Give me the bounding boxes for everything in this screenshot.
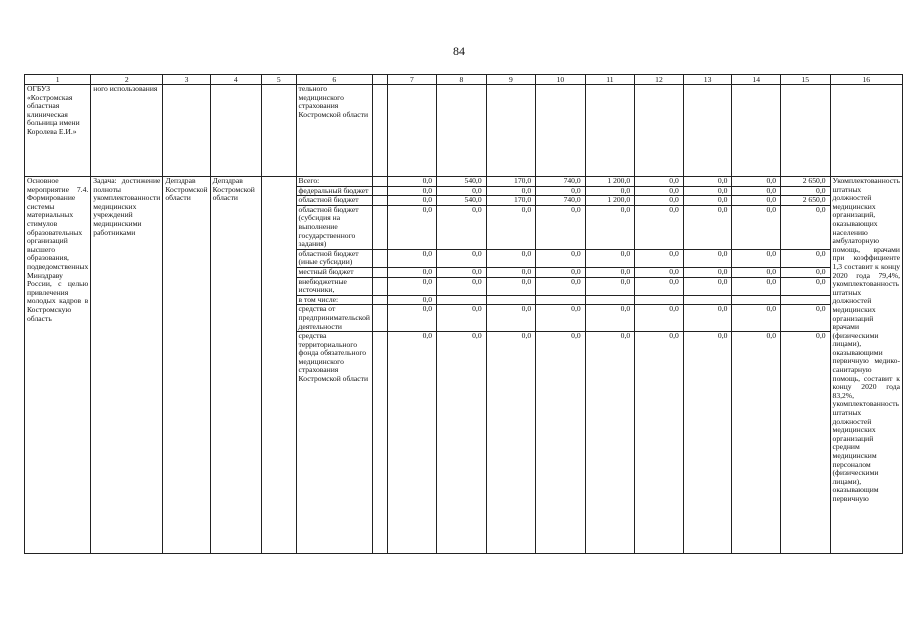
value-cell: 740,0 <box>536 177 586 187</box>
value-cell: 0,0 <box>683 277 732 295</box>
empty-cell <box>372 295 387 305</box>
header-cell: 5 <box>262 75 296 85</box>
value-cell <box>683 295 732 305</box>
value-cell: 0,0 <box>437 249 487 267</box>
value-cell: 0,0 <box>781 277 831 295</box>
table-row <box>25 177 903 187</box>
value-cell: 0,0 <box>437 205 487 249</box>
value-cell: 0,0 <box>387 277 436 295</box>
value-cell: 540,0 <box>437 196 487 206</box>
value-cell: 0,0 <box>437 267 487 277</box>
value-cell: 0,0 <box>732 205 781 249</box>
header-cell: 4 <box>210 75 261 85</box>
value-cell: 0,0 <box>732 249 781 267</box>
value-cell: 0,0 <box>781 249 831 267</box>
empty-cell <box>372 332 387 554</box>
value-cell <box>437 295 487 305</box>
value-cell: 0,0 <box>781 305 831 332</box>
value-cell: 0,0 <box>781 332 831 554</box>
value-cell: 0,0 <box>635 177 684 187</box>
empty-cell <box>372 267 387 277</box>
header-cell: 13 <box>683 75 732 85</box>
source-label-cell: средства территориального фонда обязательного медицинского страхования Костромской области <box>296 332 372 554</box>
header-cell: 12 <box>635 75 684 85</box>
value-cell <box>536 295 586 305</box>
source-label-cell: областной бюджет <box>296 196 372 206</box>
value-cell: 0,0 <box>585 205 635 249</box>
value-cell: 0,0 <box>536 332 586 554</box>
header-cell: 6 <box>296 75 372 85</box>
executor-cell: Депздрав Костромской области <box>163 177 210 554</box>
source-label-cell: в том числе: <box>296 295 372 305</box>
value-cell: 0,0 <box>585 332 635 554</box>
value-cell: 740,0 <box>536 196 586 206</box>
value-cell: 0,0 <box>437 186 487 196</box>
value-cell: 0,0 <box>683 186 732 196</box>
value-cell: 0,0 <box>387 196 436 206</box>
value-cell <box>635 295 684 305</box>
value-cell: 0,0 <box>486 332 536 554</box>
value-cell: 0,0 <box>486 205 536 249</box>
value-cell: 0,0 <box>683 305 732 332</box>
value-cell: 0,0 <box>387 295 436 305</box>
value-cell: 1 200,0 <box>585 196 635 206</box>
value-cell: 0,0 <box>732 267 781 277</box>
value-cell: 0,0 <box>536 205 586 249</box>
value-cell: 0,0 <box>585 305 635 332</box>
empty-cell <box>372 249 387 267</box>
value-cell: 0,0 <box>635 249 684 267</box>
value-cell: 0,0 <box>486 305 536 332</box>
value-cell: 2 650,0 <box>781 177 831 187</box>
value-cell: 0,0 <box>387 205 436 249</box>
value-cell: 0,0 <box>781 186 831 196</box>
value-cell: 0,0 <box>387 177 436 187</box>
value-cell <box>585 295 635 305</box>
value-cell: 0,0 <box>781 205 831 249</box>
task-cell: Задача: достижение полноты укомплектованности медицинских учреждений медицинскими работниками <box>91 177 163 554</box>
source-cont-cell: тельного медицинского страхования Костромской области <box>296 85 372 177</box>
value-cell: 0,0 <box>683 205 732 249</box>
empty-cell <box>372 177 387 187</box>
value-cell: 0,0 <box>635 205 684 249</box>
value-cell: 0,0 <box>585 249 635 267</box>
result-cell: Укомплектованность штатных должностей медицинских организаций, оказывающих населению амбулаторную помощь, врачами при коэффициенте 1,3 составит к концу 2020 года 79,4%, укомплектованность штатных должностей медицинских организаций врачами (физическими лицами), оказывающими первичную медико-санитарную помощь, составит к концу 2020 года 83,2%, укомплектованность штатных должностей медицинских организаций средним медицинским персоналом (физическими лицами), оказывающим первичную <box>830 177 902 554</box>
source-label-cell: областной бюджет (субсидия на выполнение государственного задания) <box>296 205 372 249</box>
value-cell: 0,0 <box>781 267 831 277</box>
value-cell: 0,0 <box>536 249 586 267</box>
header-cell: 11 <box>585 75 635 85</box>
value-cell: 0,0 <box>387 332 436 554</box>
source-label-cell: внебюджетные источники, <box>296 277 372 295</box>
value-cell: 0,0 <box>387 305 436 332</box>
empty-cell <box>372 186 387 196</box>
org-name-cell: ОГБУЗ «Костромская областная клиническая больница имени Королева Е.И.» <box>25 85 91 177</box>
value-cell: 0,0 <box>732 196 781 206</box>
header-cell: 2 <box>91 75 163 85</box>
value-cell: 0,0 <box>683 267 732 277</box>
header-cell: 9 <box>486 75 536 85</box>
value-cell <box>486 295 536 305</box>
value-cell: 0,0 <box>683 177 732 187</box>
value-cell: 0,0 <box>437 305 487 332</box>
header-cell: 14 <box>732 75 781 85</box>
value-cell: 0,0 <box>635 196 684 206</box>
header-cell: 16 <box>830 75 902 85</box>
value-cell: 0,0 <box>486 277 536 295</box>
coexecutor-cell: Депздрав Костромской области <box>210 177 261 554</box>
value-cell: 0,0 <box>437 277 487 295</box>
value-cell: 0,0 <box>732 305 781 332</box>
value-cell: 540,0 <box>437 177 487 187</box>
value-cell: 0,0 <box>486 186 536 196</box>
value-cell: 0,0 <box>536 277 586 295</box>
value-cell: 0,0 <box>683 196 732 206</box>
value-cell: 0,0 <box>683 332 732 554</box>
header-cell: 7 <box>387 75 436 85</box>
value-cell: 0,0 <box>536 267 586 277</box>
value-cell: 0,0 <box>536 305 586 332</box>
source-label-cell: средства от предпринимательской деятельности <box>296 305 372 332</box>
header-cell: 15 <box>781 75 831 85</box>
empty-cell <box>372 196 387 206</box>
task-cont-cell: ного использования <box>91 85 163 177</box>
source-label-cell: федеральный бюджет <box>296 186 372 196</box>
continuation-row <box>25 85 903 177</box>
header-cell: 10 <box>536 75 586 85</box>
value-cell: 0,0 <box>387 249 436 267</box>
activity-cell: Основное мероприятие 7.4. Формирование системы материальных стимулов образовательных организаций высшего образования, подведомственных Минздраву России, с целью привлечения молодых кадров в Костромскую область <box>25 177 91 554</box>
header-cell: 1 <box>25 75 91 85</box>
empty-cell <box>262 177 296 554</box>
value-cell: 0,0 <box>635 186 684 196</box>
value-cell: 0,0 <box>536 186 586 196</box>
value-cell: 1 200,0 <box>585 177 635 187</box>
value-cell: 170,0 <box>486 177 536 187</box>
empty-cell <box>372 305 387 332</box>
value-cell: 0,0 <box>387 267 436 277</box>
value-cell: 0,0 <box>387 186 436 196</box>
header-cell <box>372 75 387 85</box>
value-cell: 0,0 <box>437 332 487 554</box>
value-cell: 0,0 <box>635 305 684 332</box>
value-cell <box>781 295 831 305</box>
value-cell: 0,0 <box>635 332 684 554</box>
value-cell: 0,0 <box>683 249 732 267</box>
header-row <box>25 75 903 85</box>
value-cell: 0,0 <box>635 267 684 277</box>
empty-cell <box>372 277 387 295</box>
value-cell: 0,0 <box>585 267 635 277</box>
value-cell: 0,0 <box>585 277 635 295</box>
source-label-cell: областной бюджет (иные субсидии) <box>296 249 372 267</box>
header-cell: 8 <box>437 75 487 85</box>
value-cell: 0,0 <box>635 277 684 295</box>
value-cell: 0,0 <box>732 186 781 196</box>
source-label-cell: местный бюджет <box>296 267 372 277</box>
value-cell: 0,0 <box>732 277 781 295</box>
value-cell: 0,0 <box>732 177 781 187</box>
value-cell: 2 650,0 <box>781 196 831 206</box>
value-cell: 0,0 <box>585 186 635 196</box>
value-cell: 170,0 <box>486 196 536 206</box>
value-cell: 0,0 <box>732 332 781 554</box>
value-cell: 0,0 <box>486 267 536 277</box>
header-cell: 3 <box>163 75 210 85</box>
source-label-cell: Всего: <box>296 177 372 187</box>
budget-table <box>24 74 903 554</box>
value-cell <box>732 295 781 305</box>
value-cell: 0,0 <box>486 249 536 267</box>
empty-cell <box>372 205 387 249</box>
page-number: 84 <box>453 44 465 58</box>
